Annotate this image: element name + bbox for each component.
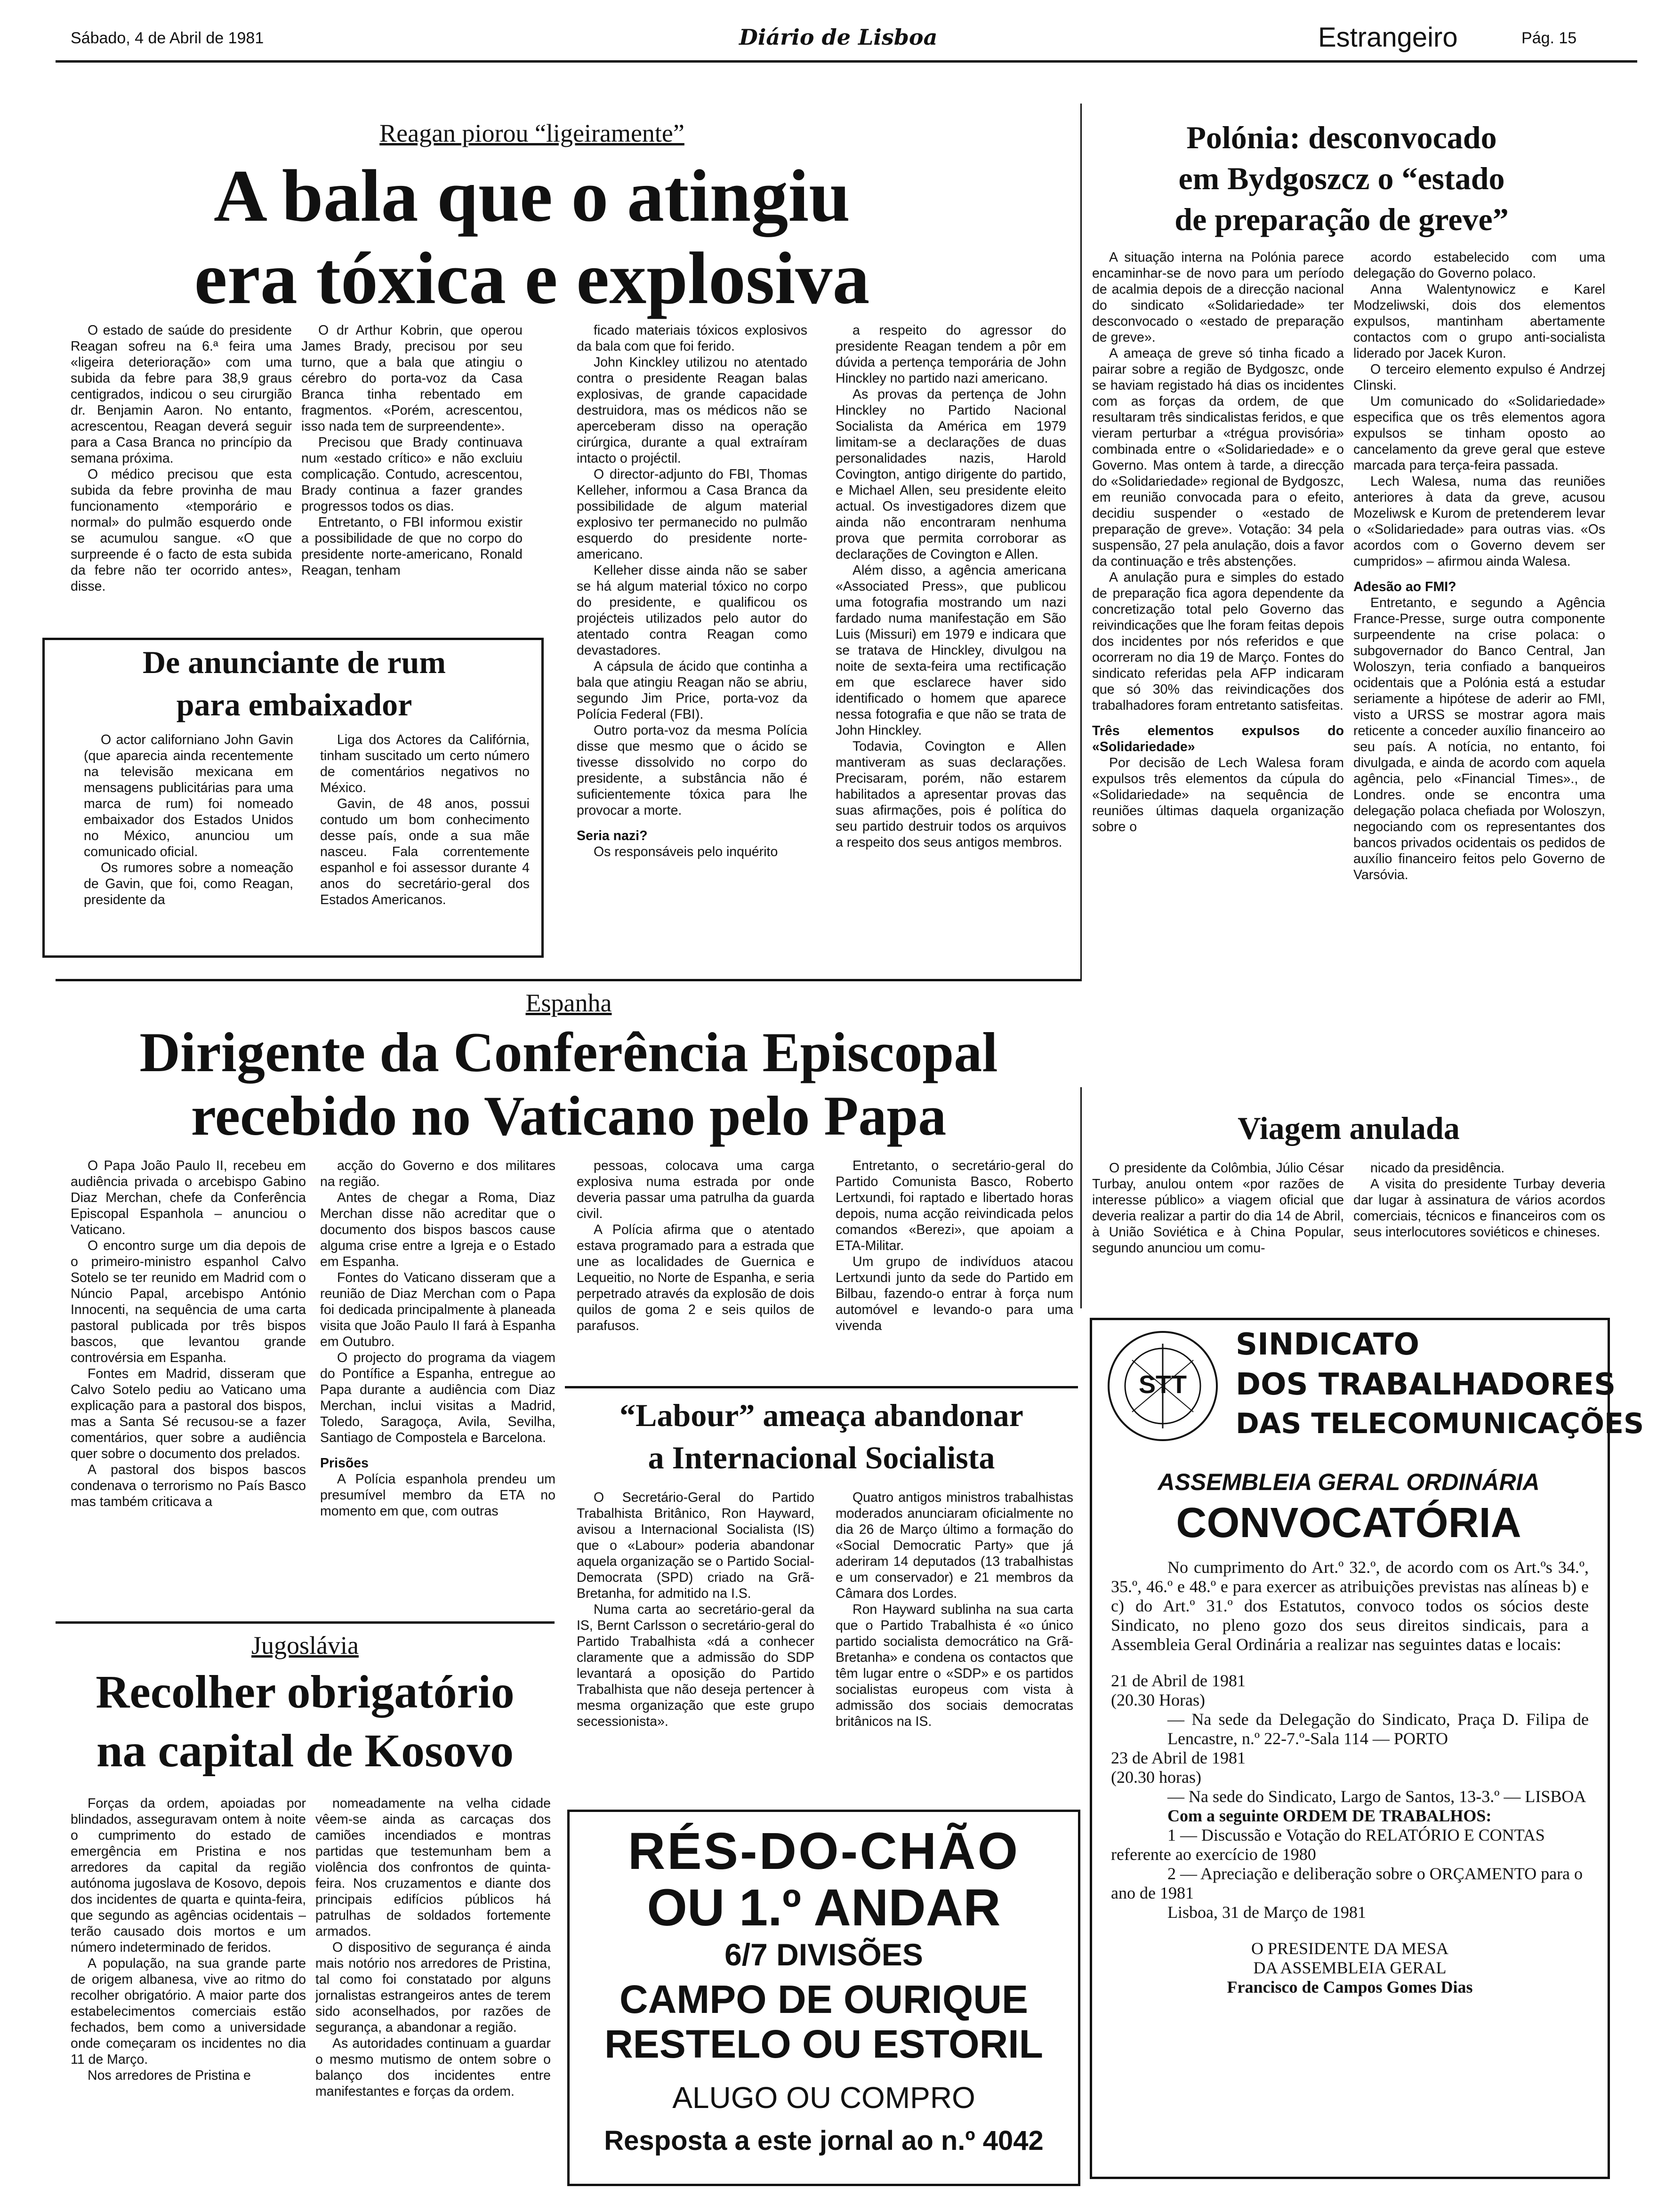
paragraph: Um comunicado do «Solidariedade» especifica que os três elementos agora expulsos se tinham oposto ao cancelamento da greve geral que esteve marcada para terça-feira passada. — [1353, 394, 1605, 473]
kosovo-headline-2: na capital de Kosovo — [96, 1724, 514, 1777]
notice-place-2: — Na sede do Sindicato, Largo de Santos, 13-3.º — LISBOA — [1167, 1787, 1586, 1806]
paragraph: nicado da presidência. — [1370, 1161, 1505, 1176]
paragraph: Entretanto, o FBI informou existir a possibilidade de que no corpo do presidente norte-americano, Ronald Reagan, tenham — [301, 515, 523, 578]
espanha-headline-2: recebido no Vaticano pelo Papa — [191, 1084, 947, 1147]
union-title-3: DAS TELECOMUNICAÇÕES — [1236, 1407, 1644, 1440]
paragraph: As provas da pertença de John Hinckley no Partido Nacional Socialista da América em 1979 limitam-se a declarações de duas personalidades nazis, Harold Covington, antigo dirigente do partido, e Michael Allen, seu presidente eleito actual. Os investigadores dizem que ainda não encontraram nenhuma prova que permita corroborar as declarações de Covington e Allen. — [836, 387, 1066, 562]
paragraph: A visita do presidente Turbay deveria dar lugar à assinatura de vários acordos comerciais, técnicos e financeiros com os seus interlocutores soviéticos e chineses. — [1353, 1177, 1605, 1240]
subheading-seria-nazi: Seria nazi? — [577, 828, 648, 843]
paragraph: O Secretário-Geral do Partido Trabalhista Britânico, Ron Hayward, avisou a Internacional Socialista (IS) que o «Labour» poderia abandonar aquela organização se o Partido Social-Democrata (SPD) criado na Grã-Bretanha, for admitido na I.S. — [577, 1490, 814, 1601]
paragraph: A Polícia afirma que o atentado estava programado para a estrada que une as localidades de Guernica e Lequeitio, no Norte de Espanha, e seria perpetrado através da explosão de dois quilos de goma 2 e seis quilos de parafusos. — [577, 1222, 814, 1333]
paragraph: O actor californiano John Gavin (que aparecia ainda recentemente na televisão mexicana em mensagens publicitárias para uma marca de rum) foi nomeado embaixador dos Estados Unidos no México, anunciou um comunicado oficial. — [84, 732, 293, 859]
paragraph: Anna Walentynowicz e Karel Modzeliwski, dois dos elementos expulsos, mantinham abertamente contactos com o grupo anti-socialista liderado por Jacek Kuron. — [1353, 282, 1605, 361]
notice-date-2: 23 de Abril de 1981 — [1111, 1748, 1246, 1767]
section-name: Estrangeiro — [1318, 22, 1458, 53]
paragraph: Todavia, Covington e Allen mantiveram as suas declarações. Precisaram, porém, não estarem habilitados a apresentar provas das suas afirmações, pois é política do seu partido destruir todos os arquivos a respeito dos seus antigos membros. — [836, 739, 1066, 850]
notice-time-2: (20.30 horas) — [1111, 1768, 1201, 1787]
ad-line-5: RESTELO OU ESTORIL — [604, 2022, 1043, 2066]
gavin-headline-1: De anunciante de rum — [142, 644, 446, 680]
paragraph: O encontro surge um dia depois de o primeiro-ministro espanhol Calvo Sotelo se ter reunido em Madrid com o Núncio Papal, arcebispo António Innocenti, na sequência de uma carta pastoral publicada por três bispos bascos, que levantou grande controvérsia em Espanha. — [71, 1238, 306, 1365]
polonia-column-1 — [1092, 249, 1344, 1087]
paragraph: A Polícia espanhola prendeu um presumível membro da ETA no momento em que, com outras — [320, 1472, 555, 1519]
header-rule — [56, 60, 1637, 63]
reagan-column-3 — [577, 322, 807, 962]
kosovo-column-2 — [315, 1795, 551, 2186]
union-notice-body — [1111, 1558, 1589, 1997]
paragraph: Forças da ordem, apoiadas por blindados, asseguravam ontem à noite o cumprimento do estado de emergência em Pristina e nos arredores da capital da região autónoma jugoslava de Kosovo, depois dos incidentes de quarta e quinta-feira, que segundo as agências ocidentais – terão causado dois mortos e um número indeterminado de feridos. — [71, 1796, 306, 1955]
notice-date-1: 21 de Abril de 1981 — [1111, 1671, 1246, 1690]
paragraph: O dr Arthur Kobrin, que operou James Brady, precisou por seu turno, que a bala que atingiu o cérebro do porta-voz da Casa Branca tinha rebentado em fragmentos. «Porém, acrescentou, isso nada tem de surpreendente». — [301, 323, 523, 434]
polonia-headline-2: em Bydgoszcz o “estado — [1178, 160, 1505, 196]
kosovo-headline-1: Recolher obrigatório — [96, 1666, 515, 1718]
paragraph: O projecto do programa da viagem do Pontífice a Espanha, entregue ao Papa durante a audiência com Diaz Merchan, inclui visitas a Madrid, Toledo, Saragoça, Avila, Sevilha, Santiago de Compostela e Barcelona. — [320, 1350, 555, 1445]
kosovo-column-1 — [71, 1795, 306, 2186]
paragraph: A população, na sua grande parte de origem albanesa, vive ao ritmo do recolher obrigatório. A maior parte dos estabelecimentos comerciais estão fechados, bem como a universidade onde começaram os incidentes no dia 11 de Março. — [71, 1956, 306, 2067]
paragraph: Gavin, de 48 anos, possui contudo um bom conhecimento desse país, onde a sua mãe nasceu. Fala correntemente espanhol e foi assessor durante 4 anos do secretário-geral dos Estados Americanos. — [320, 796, 530, 907]
paragraph: O Papa João Paulo II, recebeu em audiência privada o arcebispo Gabino Diaz Merchan, chefe da Conferência Episcopal Espanhola – anunciou o Vaticano. — [71, 1158, 306, 1237]
espanha-column-3 — [577, 1158, 814, 1379]
reagan-column-4 — [836, 322, 1066, 962]
union-logo-text: STT — [1139, 1370, 1187, 1399]
notice-signature-1: O PRESIDENTE DA MESA — [1251, 1939, 1449, 1958]
notice-order-1: 1 — Discussão e Votação do RELATÓRIO E CONTAS referente ao exercício de 1980 — [1111, 1826, 1545, 1864]
labour-headline-1: “Labour” ameaça abandonar — [619, 1397, 1023, 1433]
paragraph: A cápsula de ácido que continha a bala que atingiu Reagan não se abriu, segundo Jim Price, porta-voz da Polícia Federal (FBI). — [577, 659, 807, 722]
union-logo-icon — [1104, 1327, 1222, 1445]
section-rule — [56, 1621, 555, 1624]
polonia-column-2 — [1353, 249, 1605, 1087]
polonia-headline-1: Polónia: desconvocado — [1186, 120, 1497, 155]
espanha-column-2 — [320, 1158, 555, 1605]
reagan-column-2 — [301, 322, 523, 633]
paragraph: O terceiro elemento expulso é Andrzej Clinski. — [1353, 362, 1605, 393]
paragraph: acção do Governo e dos militares na região. — [320, 1158, 555, 1189]
section-rule — [56, 979, 1082, 981]
notice-order-intro: Com a seguinte ORDEM DE TRABALHOS: — [1167, 1806, 1492, 1825]
paragraph: Os responsáveis pelo inquérito — [594, 844, 778, 859]
paragraph: A pastoral dos bispos bascos condenava o terrorismo no País Basco mas também criticava a — [71, 1462, 306, 1509]
paragraph: O director-adjunto do FBI, Thomas Kelleher, informou a Casa Branca da possibilidade de algum material explosivo ter permanecido no pulmão esquerdo do presidente norte-americano. — [577, 467, 807, 562]
paragraph: Entretanto, e segundo a Agência France-Presse, surge outra componente surpeendente na crise polaca: o subgovernador do Banco Central, Jan Woloszyn, teria confiado a banqueiros ocidentais que a Polónia está a estudar seriamente a hipótese de aderir ao FMI, visto a URSS se mostrar agora mais reticente a conceder auxílio financeiro ao seu país. A notícia, no entanto, foi divulgada, e ainda de acordo com aquela agência, pelo «Financial Times»., de Londres. onde se encontra uma delegação polaca chefiada por Woloszyn, negociando com os representantes dos bancos privados ocidentais os pedidos de auxílio financeiro feitos pelo Governo de Varsóvia. — [1353, 595, 1605, 882]
paragraph: Outro porta-voz da mesma Polícia disse que mesmo que o ácido se tivesse dissolvido no corpo do presidente, a substância não é suficientemente tóxica para lhe provocar a morte. — [577, 723, 807, 818]
paragraph: O dispositivo de segurança é ainda mais notório nos arredores de Pristina, tal como foi constatado por alguns jornalistas estrangeiros antes de terem sido aconselhados, por razões de segurança, a abandonar a região. — [315, 1940, 551, 2035]
paragraph: John Kinckley utilizou no atentado contra o presidente Reagan balas explosivas, de grande capacidade destruidora, mas os médicos não se aperceberam disso na operação cirúrgica, durante a qual extraíram intacto o projéctil. — [577, 355, 807, 466]
paragraph: Quatro antigos ministros trabalhistas moderados anunciaram oficialmente no dia 26 de Março último a formação do «Social Democratic Party» que já aderiram 14 deputados (13 trabalhistas e um conservador) e 21 membros da Câmara dos Lordes. — [836, 1490, 1073, 1601]
paragraph: a respeito do agressor do presidente Reagan tendem a pôr em dúvida a pertença temporária de John Hinckley no partido nazi americano. — [836, 323, 1066, 386]
paragraph: Precisou que Brady continuava num «estado crítico» e não excluiu complicação. Contudo, acrescentou, Brady continua a fazer grandes progressos todos os dias. — [301, 435, 523, 514]
column-rule — [1080, 1087, 1082, 1308]
paragraph: Lech Walesa, numa das reuniões anteriores à data da greve, acusou Mozeliwsk e Kurom de pretenderem levar o «Solidariedade» para outras vias. «Os acordos com o Governo devem ser cumpridos» – afirmou ainda Walesa. — [1353, 474, 1605, 569]
ad-line-6: ALUGO OU COMPRO — [672, 2081, 975, 2115]
ad-line-1: RÉS-DO-CHÃO — [627, 1822, 1020, 1880]
reagan-column-1 — [71, 322, 292, 633]
espanha-column-4 — [836, 1158, 1073, 1379]
paragraph: Um grupo de indivíduos atacou Lertxundi junto da sede do Partido em Bilbau, fazendo-o entrar à força num automóvel e levando-o para uma vivenda — [836, 1254, 1073, 1333]
paragraph: Entretanto, o secretário-geral do Partido Comunista Basco, Roberto Lertxundi, foi raptado e libertado horas depois, numa acção reivindicada pelos comandos «Berezi», que apoiam a ETA-Militar. — [836, 1158, 1073, 1253]
viagem-headline: Viagem anulada — [1238, 1110, 1460, 1146]
notice-signature-3: Francisco de Campos Gomes Dias — [1227, 1978, 1473, 1996]
paragraph: pessoas, colocava uma carga explosiva numa estrada por onde deveria passar uma patrulha da guarda civil. — [577, 1158, 814, 1221]
paragraph: Kelleher disse ainda não se saber se há algum material tóxico no corpo do presidente, e qualificou os projécteis utilizados pelo autor do atentado contra Reagan como devastadores. — [577, 563, 807, 658]
paragraph: acordo estabelecido com uma delegação do Governo polaco. — [1353, 250, 1605, 281]
paragraph: Por decisão de Lech Walesa foram expulsos três elementos da cúpula do «Solidariedade» na sequência de reuniões últimas daquela organização sobre o — [1092, 755, 1344, 834]
paragraph: As autoridades continuam a guardar o mesmo mutismo de ontem sobre o balanço dos incidentes entre manifestantes e forças da ordem. — [315, 2036, 551, 2099]
paragraph: Numa carta ao secretário-geral da IS, Bernt Carlsson o secretário-geral do Partido Trabalhista «dá a conhecer claramente que a admissão do SDP levantará a oposição do Partido Trabalhista que não deseja pertencer à mesma organização que este grupo secessionista». — [577, 1602, 814, 1729]
gavin-column-2 — [320, 732, 530, 948]
paragraph: Fontes do Vaticano disseram que a reunião de Diaz Merchan com o Papa foi dedicada principalmente à planeada visita que João Paulo II fará à Espanha em Outubro. — [320, 1270, 555, 1349]
paragraph: ficado materiais tóxicos explosivos da bala com que foi ferido. — [577, 323, 807, 354]
paragraph: Ron Hayward sublinha na sua carta que o Partido Trabalhista é «o único partido socialista democrático na Grã-Bretanha» e condena os contactos que têm lugar entre o «SDP» e os partidos socialistas europeus com vista à admissão dos sociais democratas britânicos na IS. — [836, 1602, 1073, 1729]
paragraph: Fontes em Madrid, disseram que Calvo Sotelo pediu ao Vaticano uma explicação para a pastoral dos bispos, mas a Santa Sé recusou-se a fazer comentários, quer sobre a audiência quer sobre o documento dos prelados. — [71, 1366, 306, 1461]
union-logo — [1104, 1327, 1222, 1445]
gavin-headline-2: para embaixador — [176, 687, 412, 722]
notice-sign-date: Lisboa, 31 de Março de 1981 — [1167, 1903, 1366, 1922]
paragraph: Liga dos Actores da Califórnia, tinham suscitado um certo número de comentários negativos no México. — [320, 732, 530, 795]
notice-signature-2: DA ASSEMBLEIA GERAL — [1253, 1958, 1447, 1977]
ad-line-2: OU 1.º ANDAR — [647, 1879, 1001, 1937]
reagan-headline-1: A bala que o atingiu — [213, 155, 851, 237]
union-title-1: SINDICATO — [1236, 1327, 1419, 1362]
espanha-column-1 — [71, 1158, 306, 1605]
subheading-prisoes: Prisões — [320, 1456, 369, 1471]
ad-line-7: Resposta a este jornal ao n.º 4042 — [604, 2125, 1044, 2156]
gavin-column-1 — [84, 732, 293, 948]
polonia-headline-3: de preparação de greve” — [1174, 201, 1509, 237]
espanha-kicker: Espanha — [525, 989, 612, 1017]
paragraph: Antes de chegar a Roma, Diaz Merchan disse não acreditar que o documento dos bispos bascos cause alguma crise entre a Igreja e o Estado em Espanha. — [320, 1190, 555, 1269]
issue-date: Sábado, 4 de Abril de 1981 — [71, 29, 264, 47]
labour-column-2 — [836, 1490, 1073, 1767]
labour-headline-2: a Internacional Socialista — [648, 1440, 995, 1475]
paragraph: Além disso, a agência americana «Associated Press», que publicou uma fotografia mostrando um nazi fardado numa manifestação em São Luis (Missuri) em 1979 e indicara que se tratava de Hinckley, divulgou na noite de sexta-feira uma rectificação em que esclarece haver sido identificado o homem que aparece nessa fotografia e que não se trata de John Hinckley. — [836, 563, 1066, 738]
paragraph: O presidente da Colômbia, Júlio César Turbay, anulou ontem «por razões de interesse público» a viagem oficial que deveria realizar a partir do dia 14 de Abril, à União Soviética e à China Popular, segundo anunciou um comu- — [1092, 1161, 1344, 1256]
notice-order-2: 2 — Apreciação e deliberação sobre o ORÇAMENTO para o ano de 1981 — [1111, 1864, 1583, 1902]
paragraph: nomeadamente na velha cidade vêem-se ainda as carcaças dos camiões incendiados e montras partidas que testemunham bem a violência dos confrontos de quinta-feira. Nos cruzamentos e diante dos principais edifícios públicos há patrulhas de soldados fortemente armados. — [315, 1796, 551, 1939]
viagem-column-1 — [1092, 1160, 1344, 1301]
paragraph: A situação interna na Polónia parece encaminhar-se de novo para um período de acalmia depois de a direcção nacional do sindicato «Solidariedade» ter desconvocado o «estado de preparação de greve». — [1092, 250, 1344, 345]
reagan-headline-2: era tóxica e explosiva — [194, 237, 870, 320]
column-rule — [1080, 104, 1082, 979]
section-rule — [565, 1386, 1078, 1388]
ad-line-3: 6/7 DIVISÕES — [724, 1937, 923, 1972]
union-title-2: DOS TRABALHADORES — [1236, 1367, 1616, 1402]
notice-place-1: — Na sede da Delegação do Sindicato, Praça D. Filipa de Lencastre, n.º 22-7.º-Sala 114 — PORTO — [1167, 1710, 1589, 1748]
kosovo-kicker: Jugoslávia — [251, 1631, 359, 1659]
notice-time-1: (20.30 Horas) — [1111, 1691, 1205, 1709]
labour-column-1 — [577, 1490, 814, 1767]
paragraph: Nos arredores de Pristina e — [88, 2068, 251, 2083]
paragraph: A ameaça de greve só tinha ficado a pairar sobre a região de Bydgoszc, onde se haviam registado há dias os incidentes com as forças da ordem, de que resultaram três sindicalistas feridos, e que vieram perturbar a «trégua provisória» combinada entre o «Solidariedade» e o Governo. Mas ontem à tarde, a direcção do «Solidariedade» regional de Bydgoszc, em reunião convocada para o efeito, decidiu suspender o «estado de preparação de greve». Votação: 34 pela suspensão, 27 pela anulação, dois a favor da continuação e três abstenções. — [1092, 346, 1344, 569]
paragraph: O médico precisou que esta subida da febre provinha de mau funcionamento «temporário e normal» do pulmão esquerdo onde se acumulou sangue. «O que surpreende é o facto de esta subida da febre não ter ocorrido antes», disse. — [71, 467, 292, 594]
masthead: Diário de Lisboa — [739, 24, 938, 50]
paragraph: O estado de saúde do presidente Reagan sofreu na 6.ª feira uma «ligeira deterioração» com uma subida da febre para 38,9 graus centigrados, indicou o seu cirurgião dr. Benjamin Aaron. No entanto, acrescentou, Reagan deverá seguir para a Casa Branca no princípio da semana próxima. — [71, 323, 292, 466]
subheading-expulsos: Três elementos expulsos do «Solidariedade» — [1092, 723, 1344, 754]
ad-line-4: CAMPO DE OURIQUE — [619, 1977, 1029, 2021]
union-convocatoria: CONVOCATÓRIA — [1176, 1499, 1521, 1547]
paragraph: A anulação pura e simples do estado de preparação fica agora dependente da concretização total pelo Governo das reivindicações que lhe foram feitas depois dos incidentes por nós referidos e que ocorreram no dia 19 de Março. Fontes do sindicato referidas pela AFP indicaram que só 30% das reivindicações dos trabalhadores foram entretanto satisfeitas. — [1092, 570, 1344, 713]
viagem-column-2 — [1353, 1160, 1605, 1301]
reagan-kicker: Reagan piorou “ligeiramente” — [379, 119, 684, 147]
paragraph: Os rumores sobre a nomeação de Gavin, que foi, como Reagan, presidente da — [84, 860, 293, 907]
page-number: Pág. 15 — [1521, 29, 1577, 47]
union-assembly-heading: ASSEMBLEIA GERAL ORDINÁRIA — [1158, 1469, 1540, 1495]
notice-intro: No cumprimento do Art.º 32.º, de acordo com os Art.ºs 34.º, 35.º, 46.º e 48.º e para exercer as atribuições previstas nas alíneas b) e c) do Art.º 31.º dos Estatutos, convoco todos os sócios deste Sindicato, no pleno gozo dos seus direitos sindicais, para a Assembleia Geral Ordinária a realizar nas seguintes datas e locais: — [1111, 1558, 1589, 1654]
subheading-fmi: Adesão ao FMI? — [1353, 579, 1456, 594]
espanha-headline-1: Dirigente da Conferência Episcopal — [139, 1021, 998, 1083]
